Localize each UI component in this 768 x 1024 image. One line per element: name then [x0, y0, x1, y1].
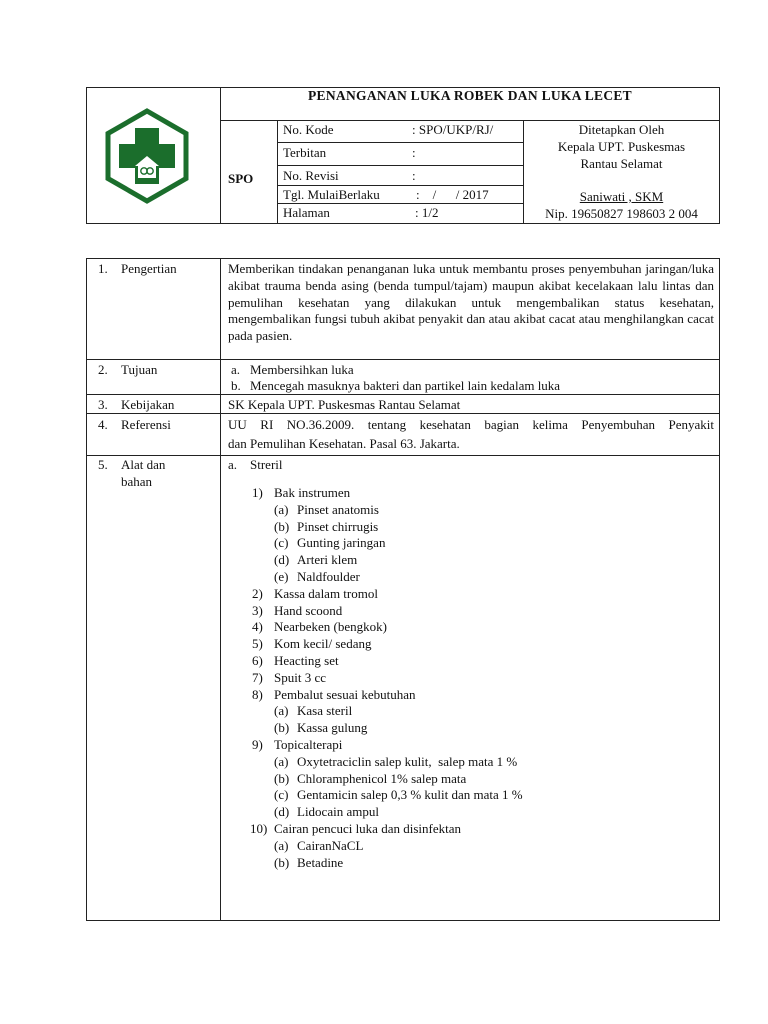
list-item: Kom kecil/ sedang — [274, 636, 372, 652]
referensi-line: dan Pemulihan Kesehatan. Pasal 63. Jakarta. — [228, 436, 460, 451]
row-number: 5. — [98, 457, 108, 472]
list-item: Heacting set — [274, 653, 339, 668]
divider — [220, 120, 720, 121]
list-marker: (b) — [274, 518, 290, 534]
list-marker: 5) — [252, 636, 263, 652]
list-marker: a. — [231, 362, 241, 377]
approval-line: Ditetapkan Oleh — [578, 122, 665, 137]
row-number: 4. — [98, 417, 108, 432]
divider — [86, 359, 720, 360]
spo-label: SPO — [228, 171, 254, 186]
field-label: No. Revisi — [283, 168, 339, 183]
list-marker: 8) — [252, 686, 263, 702]
list-item: Mencegah masuknya bakteri dan partikel lain kedalam luka — [250, 378, 561, 393]
list-item: Oxytetraciclin salep kulit, salep mata 1 % — [297, 753, 518, 769]
list-item: Chloramphenicol 1% salep mata — [297, 770, 467, 786]
list-item: Kassa gulung — [297, 720, 368, 736]
row-label: Pengertian — [121, 261, 177, 276]
list-marker: a. — [228, 457, 238, 472]
list-marker: b. — [231, 378, 241, 393]
field-label: Terbitan — [283, 145, 327, 160]
row-label: Tujuan — [121, 362, 158, 377]
signatory-nip: Nip. 19650827 198603 2 004 — [545, 206, 698, 221]
divider — [220, 258, 221, 921]
list-marker: 2) — [252, 585, 263, 601]
list-marker: 7) — [252, 669, 263, 685]
list-item: Kassa dalam tromol — [274, 585, 378, 601]
referensi-line: UU RI NO.36.2009. tentang kesehatan bagian kelima Penyembuhan Penyakit — [228, 417, 714, 432]
list-item: Lidocain ampul — [297, 804, 379, 820]
page-title: PENANGANAN LUKA ROBEK DAN LUKA LECET — [308, 88, 632, 103]
field-value: : — [412, 145, 416, 160]
list-item: Topicalterapi — [274, 737, 343, 752]
row-number: 2. — [98, 362, 108, 377]
list-item: Pembalut sesuai kebutuhan — [274, 686, 416, 702]
field-value: : 1/2 — [415, 205, 439, 220]
divider — [86, 455, 720, 456]
list-item: Spuit 3 cc — [274, 669, 326, 685]
list-marker: 3) — [252, 602, 263, 618]
row-label: Alat dan — [121, 457, 166, 472]
list-marker: 6) — [252, 653, 263, 668]
list-item: Kasa steril — [297, 703, 353, 719]
puskesmas-logo — [104, 108, 190, 204]
list-marker: (b) — [274, 770, 290, 786]
divider — [86, 413, 720, 414]
list-marker: 4) — [252, 619, 263, 635]
signatory-name: Saniwati , SKM — [579, 189, 664, 204]
list-marker: (e) — [274, 569, 289, 584]
divider — [277, 203, 523, 204]
field-label: No. Kode — [283, 122, 334, 137]
list-item: Hand scoond — [274, 602, 343, 618]
list-marker: (d) — [274, 552, 290, 568]
row-number: 1. — [98, 261, 108, 276]
divider — [220, 87, 221, 224]
list-marker: 10) — [250, 821, 268, 836]
divider — [277, 165, 523, 166]
list-marker: (b) — [274, 720, 290, 736]
row-label: Kebijakan — [121, 397, 175, 412]
list-item: Naldfoulder — [297, 569, 360, 584]
field-label: Halaman — [283, 205, 330, 220]
pengertian-text: Memberikan tindakan penanganan luka untuk membantu proses penyembuhan jaringan/luka akibat trauma benda asing (benda tumpul/tajam) maupun akibat kecelakaan lalu lintas dan pemulihan kesehatan yang dilakukan untuk mengembalikan status kesehatan, mengembalikan fungsi tubuh akibat penyakit dan atau akibat cacat atau menghilangkan cacat pada pasien. — [228, 261, 714, 344]
kebijakan-text: SK Kepala UPT. Puskesmas Rantau Selamat — [228, 397, 461, 412]
list-item: Gentamicin salep 0,3 % kulit dan mata 1 % — [297, 787, 523, 803]
approval-line: Kepala UPT. Puskesmas — [557, 139, 686, 154]
row-label: bahan — [121, 474, 153, 489]
list-marker: (a) — [274, 501, 289, 517]
list-marker: 1) — [252, 485, 263, 500]
list-item: Bak instrumen — [274, 485, 351, 500]
list-marker: (b) — [274, 854, 290, 870]
list-item: Betadine — [297, 854, 344, 870]
list-marker: (a) — [274, 703, 289, 719]
list-marker: 9) — [252, 737, 263, 752]
list-item: Membersihkan luka — [250, 362, 354, 377]
list-marker: (d) — [274, 804, 290, 820]
list-item: Nearbeken (bengkok) — [274, 619, 387, 635]
row-label: Referensi — [121, 417, 171, 432]
field-label: Tgl. MulaiBerlaku — [283, 187, 380, 202]
sub-heading: Streril — [250, 457, 283, 472]
list-marker: (a) — [274, 753, 289, 769]
row-number: 3. — [98, 397, 108, 412]
divider — [277, 142, 523, 143]
list-item: CairanNaCL — [297, 837, 364, 853]
list-marker: (c) — [274, 787, 289, 803]
list-marker: (c) — [274, 535, 289, 551]
list-marker: (a) — [274, 837, 289, 853]
field-value: : SPO/UKP/RJ/ — [412, 122, 494, 137]
list-item: Gunting jaringan — [297, 535, 386, 551]
list-item: Cairan pencuci luka dan disinfektan — [274, 821, 461, 836]
field-value: : — [412, 168, 416, 183]
list-item: Pinset chirrugis — [297, 518, 379, 534]
list-item: Pinset anatomis — [297, 501, 379, 517]
field-value: : / / 2017 — [416, 187, 489, 202]
divider — [277, 185, 523, 186]
divider — [277, 120, 278, 224]
list-item: Arteri klem — [297, 552, 358, 568]
approval-line: Rantau Selamat — [580, 156, 663, 171]
divider — [86, 394, 720, 395]
